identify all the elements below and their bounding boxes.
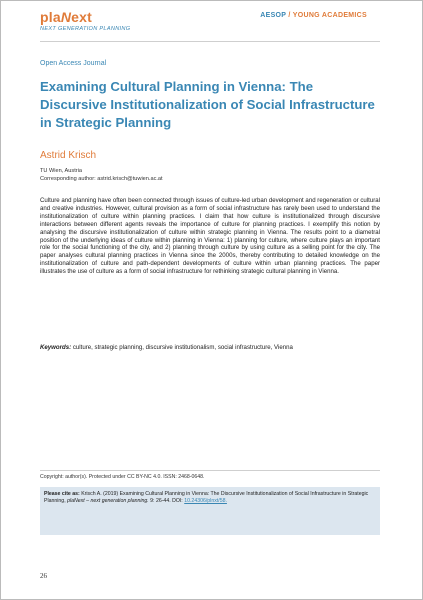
article-type-label: Open Access Journal bbox=[40, 60, 107, 67]
cite-text: Krisch A. (2019) Examining Cultural Planning in Vienna: The Discursive Institutionalization of Social Infrastructure in Strategic Planning, bbox=[44, 491, 369, 504]
copyright-notice: Copyright: author(s). Protected under CC BY-NC 4.0. ISSN: 2468-0648. bbox=[40, 474, 205, 480]
abstract: Culture and planning have often been connected through issues of culture-led urban development and regeneration or cultural and creative industries. However, cultural provision as a form of social infrastructure has rarely been used to understand the institutionalization of culture within planning practices. I claim that how culture is institutionalized through discursive interactions between different agents reveals the importance of culture for planning practices. I exemplify this notion by analysing the discursive institutionalization of culture within strategic planning in Vienna. The results point to a diametral position of the underlying ideas of culture within planning in Vienna: 1) planning for culture, where culture plays an important role for the social functioning of the city, and 2) planning through culture by using culture as a selling point for the city. The paper analyses cultural planning practices in Vienna since the 2000s, thereby contributing to detailed knowledge on the institutionalization of culture and path-dependent developments of culture within urban planning practices. The paper illustrates the use of culture as a form of social infrastructure for rethinking strategic cultural planning in Vienna. bbox=[40, 197, 380, 276]
cite-journal: plaNext – next generation planning. bbox=[67, 498, 149, 504]
author-affiliation-block bbox=[40, 167, 163, 183]
journal-header bbox=[0, 0, 423, 40]
logo-text-part3: ext bbox=[71, 9, 92, 25]
keywords-label: Keywords: bbox=[40, 344, 72, 351]
logo-text-part2: N bbox=[60, 9, 72, 25]
doi-link[interactable]: 10.24306/plnxt/58. bbox=[184, 498, 227, 504]
author-name: Astrid Krisch bbox=[40, 150, 97, 161]
citation-box bbox=[40, 487, 380, 535]
header-divider bbox=[40, 41, 380, 42]
corresponding-author: Corresponding author: astrid.krisch@tuwien.ac.at bbox=[40, 176, 163, 182]
article-title: Examining Cultural Planning in Vienna: The Discursive Institutionalization of Social Infrastructure in Strategic Planning bbox=[40, 79, 375, 130]
journal-logo bbox=[40, 9, 92, 25]
logo-subtitle: NEXT GENERATION PLANNING bbox=[40, 26, 131, 32]
org-label-aesop: AESOP bbox=[260, 12, 287, 19]
org-label-young-academics: YOUNG ACADEMICS bbox=[292, 12, 367, 19]
keywords bbox=[40, 344, 380, 352]
affiliation: TU Wien, Austria bbox=[40, 168, 82, 174]
page-number: 26 bbox=[40, 572, 47, 580]
footer-divider bbox=[40, 470, 380, 471]
keywords-list: culture, strategic planning, discursive institutionalism, social infrastructure, Vienna bbox=[72, 344, 293, 351]
org-label bbox=[260, 12, 367, 19]
cite-volume: 9: 26-44. DOI: bbox=[150, 498, 183, 504]
org-label-separator: / bbox=[286, 12, 293, 19]
cite-label: Please cite as: bbox=[44, 491, 80, 497]
logo-text-part1: pla bbox=[40, 9, 61, 25]
